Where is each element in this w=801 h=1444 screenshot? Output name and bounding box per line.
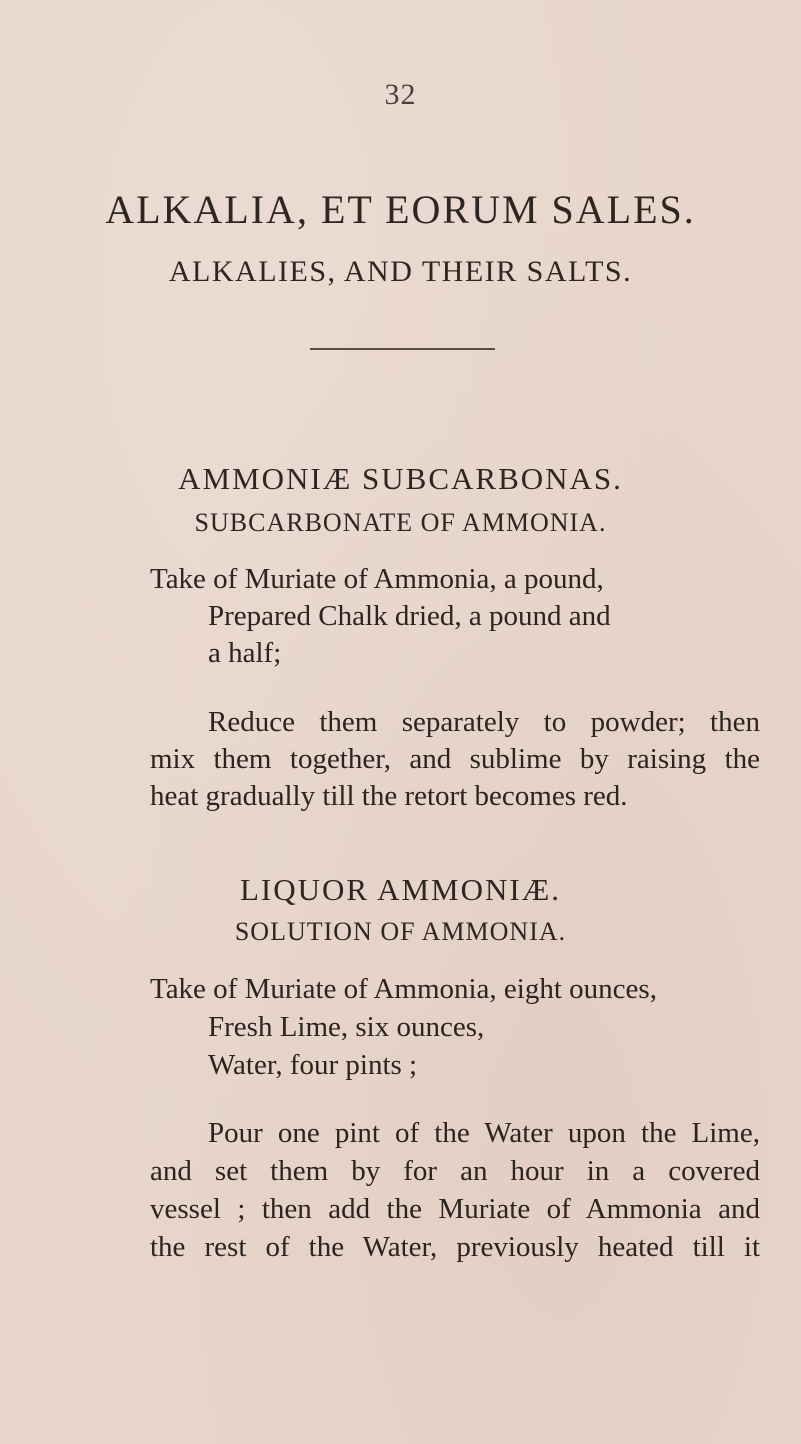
section-heading-english: SUBCARBONATE OF AMMONIA. xyxy=(194,508,607,537)
recipe-line: Take of Muriate of Ammonia, a pound, xyxy=(150,563,604,595)
paragraph-line: and set them by for an hour in a covered xyxy=(150,1155,760,1187)
recipe-line: Take of Muriate of Ammonia, eight ounces, xyxy=(150,973,657,1005)
paragraph-line: Reduce them separately to powder; then xyxy=(208,706,760,738)
paragraph-line: heat gradually till the retort becomes red. xyxy=(150,780,628,812)
paragraph-line: the rest of the Water, previously heated till it xyxy=(150,1231,760,1263)
section-heading-latin: AMMONIÆ SUBCARBONAS. xyxy=(178,461,623,496)
section-heading-english: SOLUTION OF AMMONIA. xyxy=(234,917,567,946)
paragraph-line: vessel ; then add the Muriate of Ammonia and xyxy=(150,1193,760,1225)
paragraph-line: mix them together, and sublime by raising the xyxy=(150,743,760,775)
page-number: 32 xyxy=(384,78,417,111)
section-divider xyxy=(310,348,495,350)
recipe-line: Prepared Chalk dried, a pound and xyxy=(208,600,611,632)
recipe-line: Water, four pints ; xyxy=(208,1049,418,1081)
recipe-line: a half; xyxy=(208,637,282,669)
chapter-title-english: ALKALIES, AND THEIR SALTS. xyxy=(168,255,633,288)
chapter-title-latin: ALKALIA, ET EORUM SALES. xyxy=(105,187,696,232)
section-heading-latin: LIQUOR AMMONIÆ. xyxy=(239,872,562,907)
recipe-line: Fresh Lime, six ounces, xyxy=(208,1011,485,1043)
paragraph-line: Pour one pint of the Water upon the Lime, xyxy=(208,1117,760,1149)
